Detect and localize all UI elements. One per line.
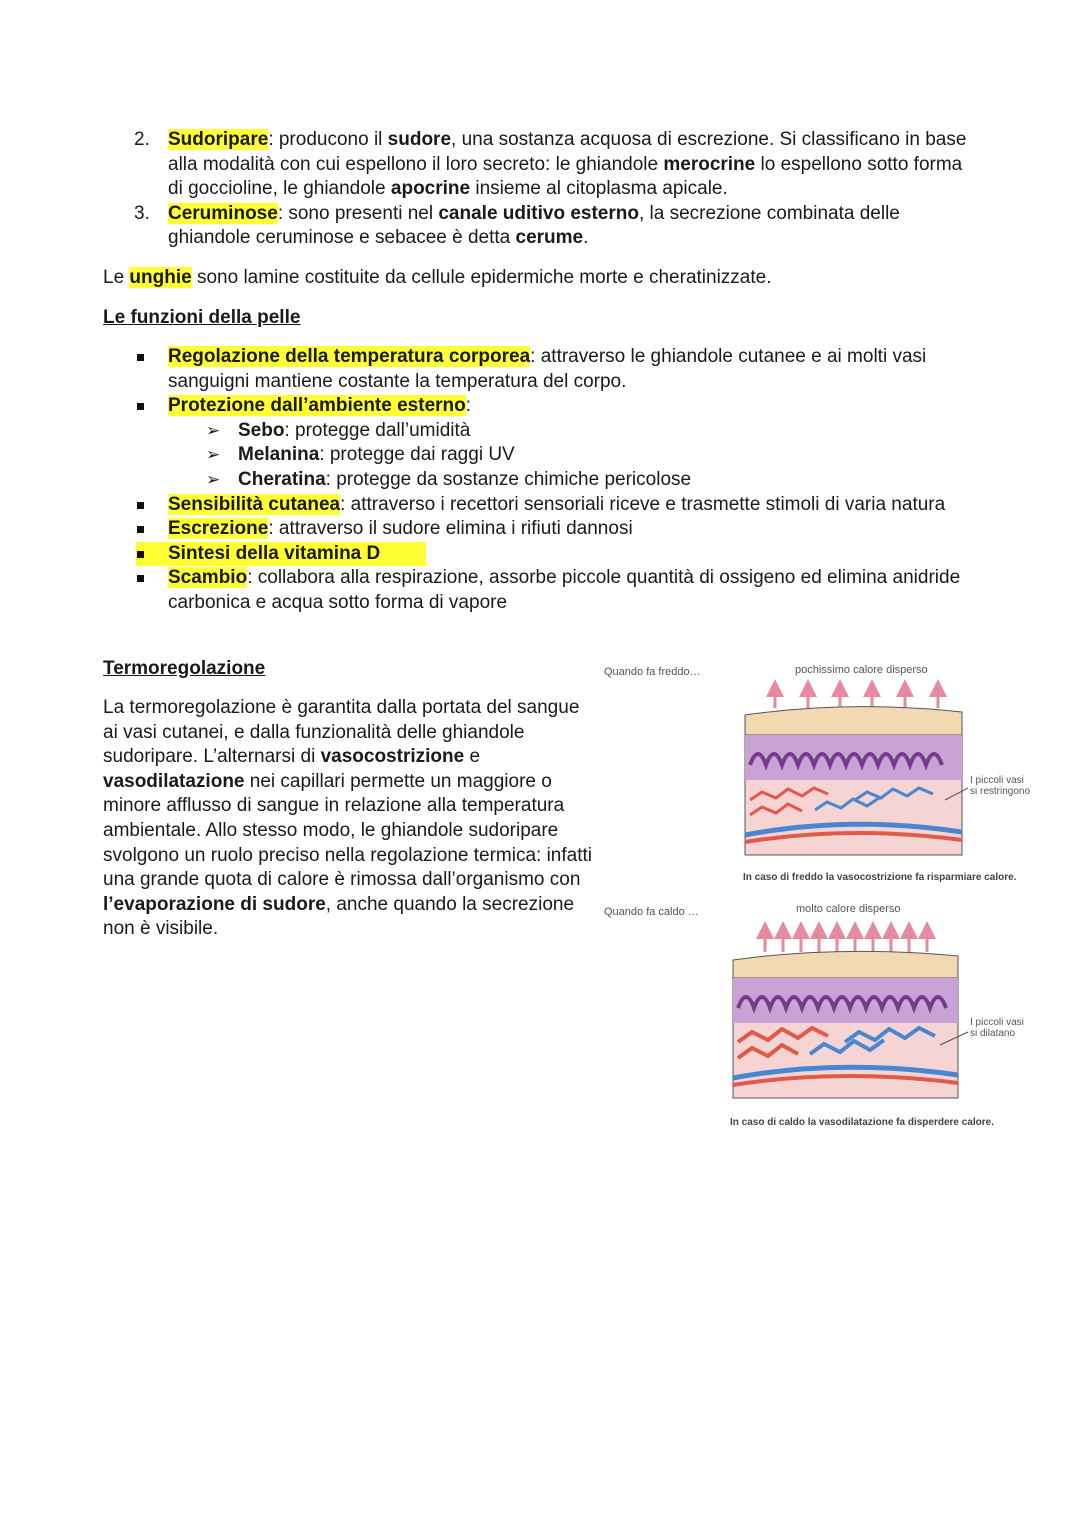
text: : attraverso i recettori sensoriali riceve e trasmette stimoli di varia natura — [340, 493, 946, 515]
skin-diagram-svg — [600, 660, 1040, 1140]
hot-skin-section — [733, 930, 968, 1098]
hot-heat-arrows — [765, 930, 927, 952]
item-number: 3. — [134, 202, 150, 224]
functions-list — [136, 345, 996, 616]
term: Protezione dall’ambiente esterno — [168, 395, 466, 417]
text: : sono presenti nel — [277, 202, 439, 224]
term-ceruminose: Ceruminose — [168, 202, 278, 224]
term: Scambio — [168, 567, 248, 589]
item-number: 2. — [134, 129, 150, 150]
thermoregulation-figure — [600, 660, 1040, 1140]
arrow-right-icon: ➢ — [206, 469, 221, 489]
term: Escrezione — [168, 518, 269, 540]
bullet-square-icon — [137, 502, 144, 509]
hot-heat-label: molto calore disperso — [796, 903, 901, 915]
list-item — [136, 493, 996, 518]
sub-item — [136, 419, 996, 444]
text: e — [464, 746, 481, 768]
sub-item — [136, 468, 996, 493]
bold-canale-uditivo: canale uditivo esterno — [438, 202, 639, 224]
text: lo espellono sotto forma di goccioline, le ghiandole — [168, 153, 963, 200]
term: Cheratina — [238, 468, 326, 490]
text: , anche quando la secrezione non è visibile. — [103, 893, 575, 940]
hot-caption: In caso di caldo la vasodilatazione fa disperdere calore. — [730, 1117, 994, 1128]
text: La termoregolazione è garantita dalla portata del sangue ai vasi cutanei, e dalla funzionalità delle ghiandole sudoripare. L’alternarsi di — [103, 697, 580, 768]
bold-apocrine: apocrine — [390, 178, 471, 200]
list-item — [136, 394, 996, 419]
text: : protegge dai raggi UV — [319, 444, 515, 466]
list-item-ceruminose — [134, 202, 974, 251]
text: insieme al citoplasma apicale. — [470, 178, 728, 200]
functions-heading: Le funzioni della pelle — [103, 307, 301, 328]
glands-list — [134, 128, 974, 251]
label-line: si restringono — [970, 786, 1031, 797]
bullet-square-icon — [137, 575, 144, 582]
bold-evaporazione: l’evaporazione di sudore — [103, 893, 326, 915]
text: : producono il — [268, 129, 388, 150]
term: Melanina — [238, 444, 320, 466]
label-line: I piccoli vasi — [970, 775, 1024, 786]
cold-caption: In caso di freddo la vasocostrizione fa risparmiare calore. — [743, 872, 1017, 883]
text: , una sostanza acquosa di escrezione. Si classificano in base alla modalità con cui espellono il loro secreto: le ghiandole — [168, 129, 967, 175]
term: Regolazione della temperatura corporea — [168, 346, 531, 367]
text: . — [583, 227, 589, 249]
bold-cerume: cerume — [515, 227, 584, 249]
text: , la secrezione combinata delle ghiandole ceruminose e sebacee è detta — [168, 202, 900, 249]
cold-skin-section — [745, 688, 968, 855]
term: Sintesi della vitamina D — [168, 542, 381, 564]
text: : — [465, 395, 472, 417]
text: nei capillari permette un maggiore o minore afflusso di sangue in relazione alla temperatura ambientale. Allo stesso modo, le ghiandole sudoripare svolgono un ruolo preciso nella regolazione termica: infatti una grande quota di calore è rimossa dall’organismo con — [103, 770, 592, 891]
arrow-right-icon: ➢ — [206, 445, 221, 465]
text: : protegge dall’umidità — [284, 419, 471, 441]
hot-label: Quando fa caldo … — [604, 906, 699, 918]
text: : collabora alla respirazione, assorbe piccole quantità di ossigeno ed elimina anidride carbonica e acqua sotto forma di vapore — [168, 567, 961, 613]
bullet-square-icon — [137, 526, 144, 533]
term: Sensibilità cutanea — [168, 493, 341, 515]
label-line: si dilatano — [970, 1028, 1016, 1039]
bullet-square-icon — [137, 403, 144, 410]
sub-item — [136, 443, 996, 468]
cold-heat-label: pochissimo calore disperso — [795, 664, 928, 676]
list-item — [136, 542, 426, 567]
cold-heat-arrows — [775, 688, 938, 708]
list-item — [136, 517, 996, 542]
bullet-square-icon — [137, 354, 144, 361]
text: Le — [103, 267, 130, 288]
bullet-square-icon — [137, 551, 144, 558]
list-item — [136, 566, 996, 615]
bold-sudore: sudore — [387, 129, 452, 150]
term: Sebo — [238, 419, 285, 441]
bold-vasodilatazione: vasodilatazione — [103, 770, 245, 792]
nails-paragraph — [103, 266, 983, 291]
bold-vasocostrizione: vasocostrizione — [320, 746, 465, 768]
list-item — [136, 345, 996, 394]
list-item-sudoripare — [134, 128, 974, 202]
term-sudoripare: Sudoripare — [168, 129, 269, 150]
text: sono lamine costituite da cellule epidermiche morte e cheratinizzate. — [191, 267, 772, 288]
arrow-right-icon: ➢ — [206, 420, 221, 440]
text: : attraverso le ghiandole cutanee e ai molti vasi sanguigni mantiene costante la temperatura del corpo. — [168, 346, 927, 392]
text: : attraverso il sudore elimina i rifiuti dannosi — [268, 518, 633, 540]
term-unghie: unghie — [129, 267, 192, 288]
termo-heading: Termoregolazione — [103, 658, 266, 679]
cold-label: Quando fa freddo… — [604, 666, 701, 678]
label-line: I piccoli vasi — [970, 1017, 1024, 1028]
termo-paragraph — [103, 696, 593, 942]
text: : protegge da sostanze chimiche pericolose — [325, 468, 692, 490]
bold-merocrine: merocrine — [663, 153, 756, 175]
